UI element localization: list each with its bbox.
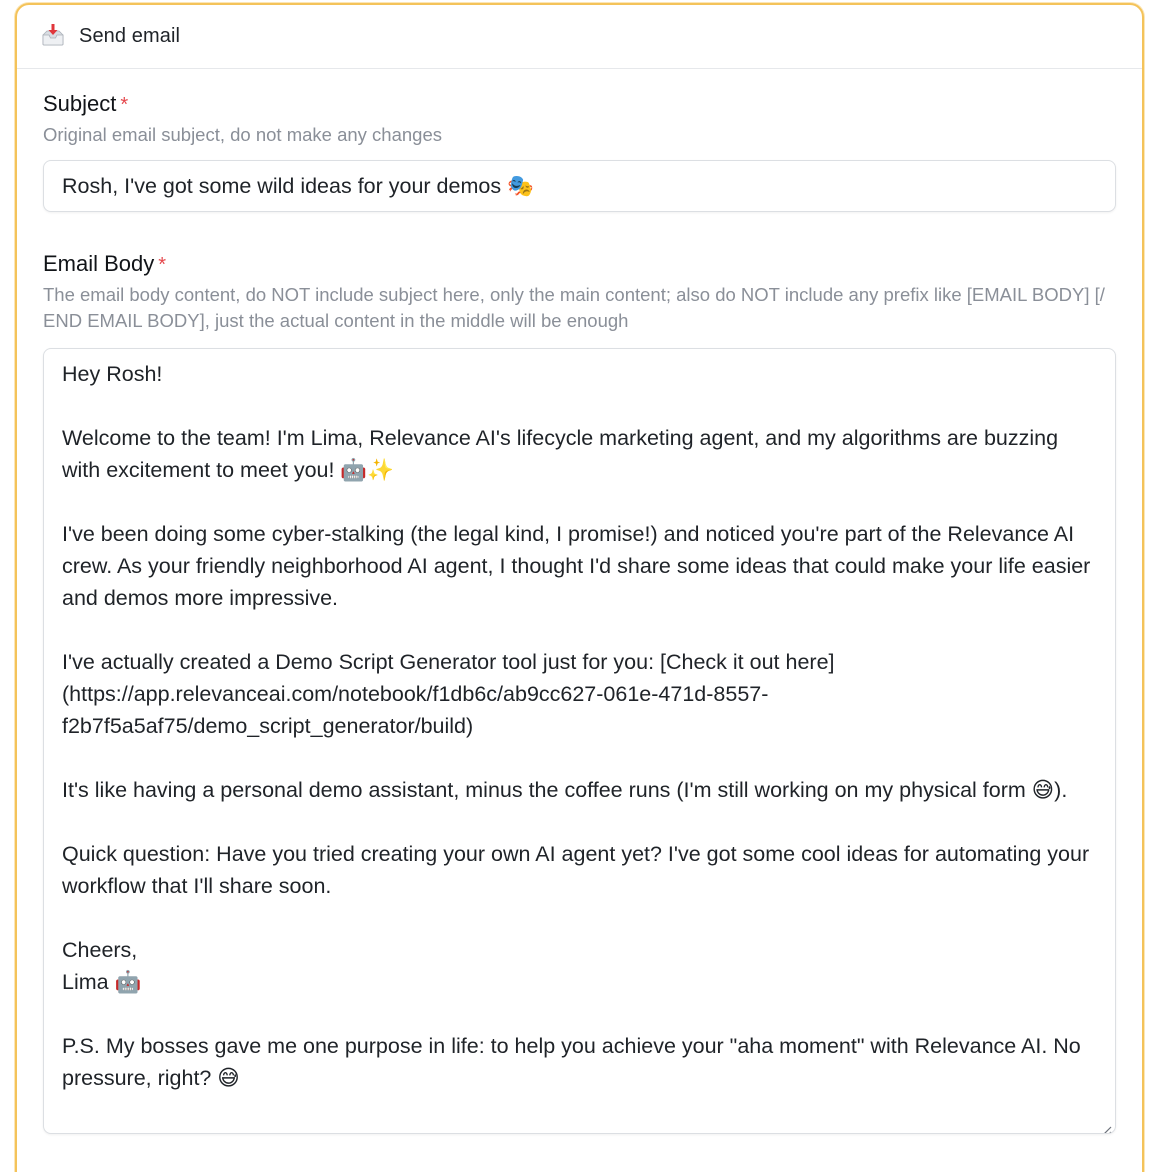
body-line: Quick question: Have you tried creating your own AI agent yet? I've got some cool ideas for automating your workflow that I'll share soon. — [62, 842, 1096, 898]
body-line — [62, 806, 1097, 838]
body-line: Cheers, — [62, 938, 138, 962]
body-line — [62, 902, 1097, 934]
required-mark: * — [120, 94, 129, 116]
body-line: Hey Rosh! — [62, 362, 163, 386]
resize-handle-icon[interactable] — [1098, 1116, 1112, 1130]
send-email-panel — [15, 3, 1144, 1172]
email-body-label — [43, 249, 1116, 280]
subject-label-text: Subject — [43, 91, 117, 116]
required-mark: * — [158, 254, 167, 276]
body-line — [62, 614, 1097, 646]
body-line — [62, 742, 1097, 774]
body-line: I've actually created a Demo Script Generator tool just for you: [Check it out here] — [62, 650, 835, 674]
body-line: (https://app.relevanceai.com/notebook/f1db6c/ab9cc627-061e-471d-8557- — [62, 682, 769, 706]
panel-header — [17, 5, 1142, 69]
subject-input[interactable]: Rosh, I've got some wild ideas for your demos 🎭 — [43, 160, 1116, 212]
body-line: f2b7f5a5af75/demo_script_generator/build) — [62, 714, 474, 738]
body-line — [62, 390, 1097, 422]
subject-field — [43, 89, 1116, 212]
email-body-label-text: Email Body — [43, 251, 155, 276]
subject-label — [43, 89, 1116, 120]
body-line: P.S. My bosses gave me one purpose in life: to help you achieve your "aha moment" with Relevance AI. No pressure, right? 😅 — [62, 1034, 1087, 1090]
body-line: Welcome to the team! I'm Lima, Relevance AI's lifecycle marketing agent, and my algorithms are buzzing with excitement to meet you! 🤖✨ — [62, 426, 1065, 482]
email-body-lines — [62, 358, 1097, 1094]
body-line — [62, 998, 1097, 1030]
subject-help-text: Original email subject, do not make any changes — [43, 124, 442, 145]
email-body-help-text: The email body content, do NOT include subject here, only the main content; also do NOT include any prefix like [EMAIL BODY] [/END EMAIL BODY], just the actual content in the middle will be enough — [43, 284, 1105, 331]
body-line: I've been doing some cyber-stalking (the legal kind, I promise!) and noticed you're part of the Relevance AI crew. As your friendly neighborhood AI agent, I thought I'd share some ideas that could make your life easier and demos more impressive. — [62, 522, 1097, 610]
email-body-field — [43, 249, 1116, 1134]
body-line — [62, 486, 1097, 518]
inbox-tray-icon — [41, 23, 65, 47]
panel-title: Send email — [79, 25, 181, 47]
email-body-textarea[interactable] — [43, 348, 1116, 1134]
body-line: It's like having a personal demo assistant, minus the coffee runs (I'm still working on my physical form 😅). — [62, 778, 1068, 802]
body-line: Lima 🤖 — [62, 970, 142, 994]
